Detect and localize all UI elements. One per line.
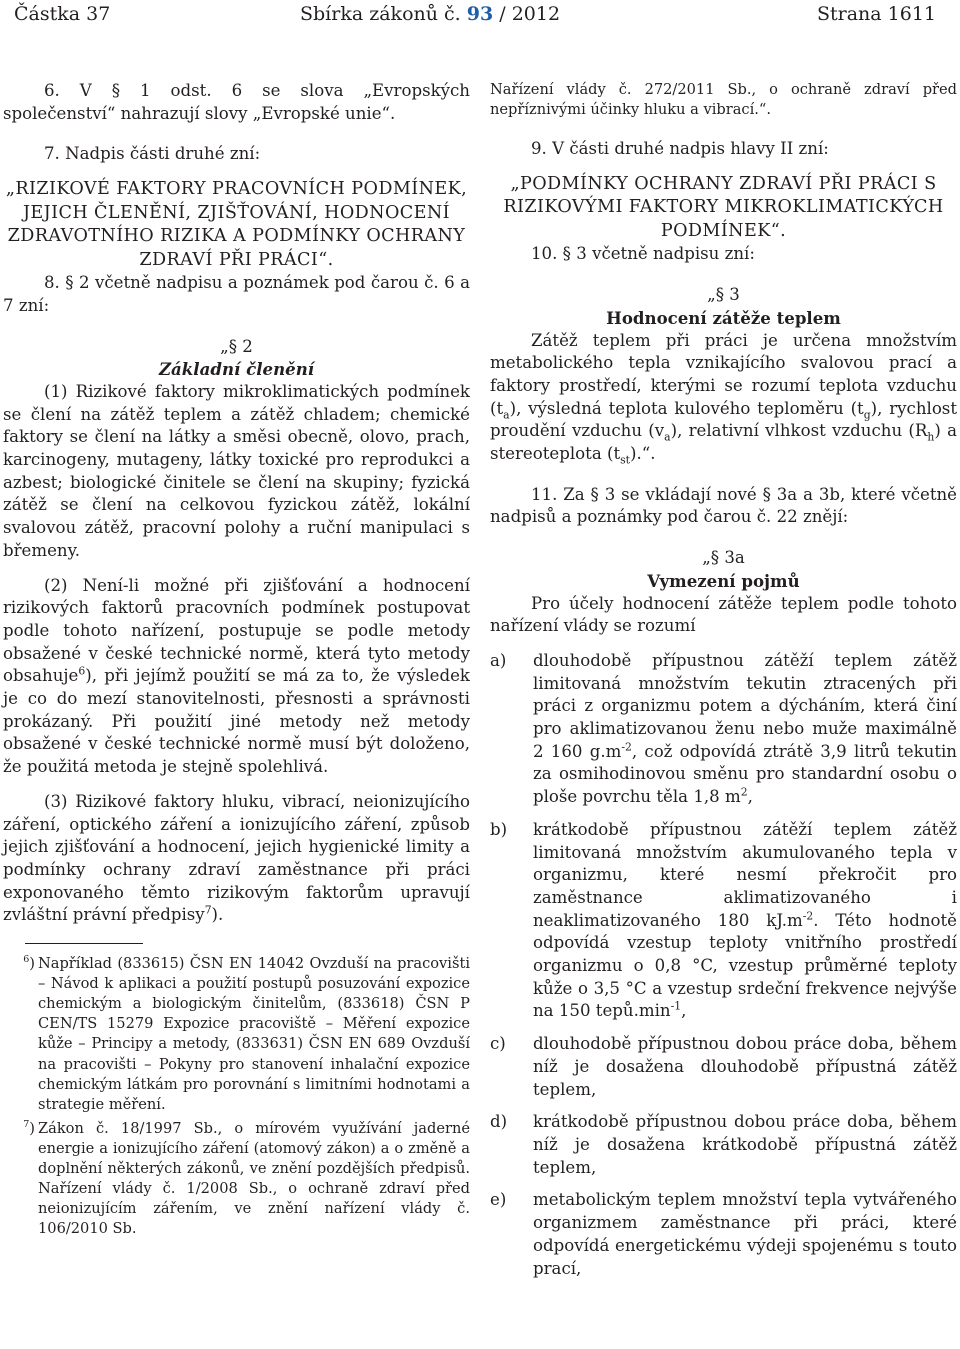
item-7-intro: 7. Nadpis části druhé zní: — [44, 144, 261, 164]
footnotes — [3, 954, 470, 1239]
definition-d — [490, 1111, 957, 1179]
item-9-intro: 9. V části druhé nadpis hlavy II zní: — [531, 139, 829, 159]
footnote-mark: $^7$) — [23, 1118, 35, 1137]
footnote-ref-7[interactable]: 7 — [204, 903, 212, 917]
item-10-intro: 10. § 3 včetně nadpisu zní: — [531, 244, 755, 264]
section-3-heading: Hodnocení zátěže teplem — [606, 307, 841, 328]
footnote-6 — [3, 954, 470, 1115]
footnote-text: Například (833615) ČSN EN 14042 Ovzduší na pracovišti – Návod k aplikaci a použití postupů posuzování expozice chemickým a biologickým činitelům, (833618) ČSN P CEN/TS 15279 Expozice pracoviště – Měření expozice kůže – Principy a metody, (833631) ČSN EN 689 Ovzduší na pracovišti – Pokyny pro stanovení inhalační expozice chemickým látkám pro porovnání s limitními hodnotami a strategie měření. — [38, 955, 470, 1113]
paragraph-2 — [3, 575, 470, 779]
section-2-symbol: „§ 2 — [220, 336, 253, 356]
paragraph-2-text: (2) Není-li možné při zjišťování a hodnocení rizikových faktorů pracovních podmínek postupovat podle tohoto nařízení, postupuje se podle metody obsažené v české technické normě, která tyto metody obsahuje — [3, 575, 470, 686]
header-collection — [300, 3, 560, 25]
section-3a-heading: Vymezení pojmů — [647, 570, 800, 591]
item-label: c) — [490, 1034, 506, 1054]
section-3-text: Zátěž teplem při práci je určena množstvím metabolického tepla vznikajícího svalovou prací a faktory prostředí, kterými se rozumí teplota vzduchu $(t_a)$, výsledná teplota kulového teploměru $(t_g)$, rychlost proudění vzduchu $(v_a)$, relativní vlhkost vzduchu $(R_h)$ a stereoteplota $(t_{st}).“$. — [490, 330, 957, 467]
item-label: e) — [490, 1190, 507, 1210]
header-page: Strana 1611 — [817, 3, 937, 25]
item-label: b) — [490, 819, 508, 839]
footnote-7 — [3, 1119, 470, 1240]
item-text: metabolickým teplem množství tepla vytvářeného organizmem zaměstnance při práci, které odpovídá energetickému výdeji spojenému s touto prací, — [533, 1190, 957, 1278]
paragraph-3-text-cont: ). — [211, 905, 224, 925]
footnote-ref-6[interactable]: 6 — [78, 664, 86, 678]
definitions-intro: Pro účely hodnocení zátěže teplem podle tohoto nařízení vlády se rozumí — [490, 593, 957, 636]
item-8-intro: 8. § 2 včetně nadpisu a poznámek pod čarou č. 6 a 7 zní: — [3, 273, 470, 315]
item-text: krátkodobě přípustnou dobou práce doba, během níž je dosažena krátkodobě přípustná zátěž teplem, — [533, 1112, 957, 1177]
item-label: d) — [490, 1112, 508, 1132]
item-11-intro: 11. Za § 3 se vkládají nové § 3a a 3b, které včetně nadpisů a poznámky pod čarou č. 22 znějí: — [490, 484, 957, 527]
left-column — [3, 80, 470, 1239]
footnote-mark: $^6$) — [23, 954, 35, 973]
header-issue-number: 93 — [466, 3, 494, 25]
paragraph-3 — [3, 791, 470, 927]
definition-e — [490, 1189, 957, 1280]
page-header — [0, 0, 960, 36]
item-6: 6. V § 1 odst. 6 se slova „Evropských společenství“ nahrazují slovy „Evropské unie“. — [3, 81, 470, 123]
header-part: Částka 37 — [14, 3, 111, 25]
chapter-two-title: „PODMÍNKY OCHRANY ZDRAVÍ PŘI PRÁCI S RIZIKOVÝMI FAKTORY MIKROKLIMATICKÝCH PODMÍNEK“. — [503, 173, 944, 241]
header-issue-sep: / — [499, 3, 506, 25]
definition-b — [490, 819, 957, 1023]
paragraph-3-text: (3) Rizikové faktory hluku, vibrací, neionizujícího záření, optického záření a ionizujícího záření, způsob jejich zjišťování a hodnocení, jejich hygienické limity a podmínky ochrany zdraví zaměstnance při práci exponovaného těmto rizikovým faktorům upravují zvláštní právní předpisy — [3, 791, 470, 925]
definition-a — [490, 650, 957, 809]
item-label: a) — [490, 650, 507, 670]
footnote-continuation: Nařízení vlády č. 272/2011 Sb., o ochraně zdraví před nepříznivými účinky hluku a vibrací.“. — [490, 81, 957, 119]
part-two-title: „RIZIKOVÉ FAKTORY PRACOVNÍCH PODMÍNEK, JEJICH ČLENĚNÍ, ZJIŠŤOVÁNÍ, HODNOCENÍ ZDRAVOTNÍHO RIZIKA A PODMÍNKY OCHRANY ZDRAVÍ PŘI PRÁCI“. — [5, 179, 468, 270]
paragraph-1: (1) Rizikové faktory mikroklimatických podmínek se člení na zátěž teplem a zátěž chladem; chemické faktory se člení na látky a směsi obecně, olovo, prach, karcinogeny, mutageny, látky toxické pro reprodukci a azbest; biologické činitele se člení na skupiny; fyzická zátěž se člení na celkovou fyzickou zátěž, lokální svalovou zátěž, pracovní polohy a ruční manipulaci s břemeny. — [3, 381, 470, 560]
section-3-symbol: „§ 3 — [707, 285, 740, 305]
item-text: dlouhodobě přípustnou zátěží teplem zátěž limitovaná množstvím tekutin ztracených při práci z organizmu potem a dýcháním, která činí pro aklimatizovanou ženu nebo muže maximálně 2 160 $g.m^{-2}$, což odpovídá ztrátě 3,9 litrů tekutin za osmihodinovou směnu pro standardní osobu o ploše povrchu těla 1,8 $m^2$, — [533, 650, 957, 807]
header-issue-year: 2012 — [511, 3, 561, 25]
footnote-divider — [25, 943, 143, 944]
footnote-text: Zákon č. 18/1997 Sb., o mírovém využívání jaderné energie a ionizujícího záření (atomový zákon) a o změně a doplnění některých zákonů, ve znění pozdějších předpisů. Nařízení vlády č. 1/2008 Sb., o ochraně zdraví před neionizujícím zářením, ve znění nařízení vlády č. 106/2010 Sb. — [38, 1119, 470, 1238]
item-text: krátkodobě přípustnou zátěží teplem zátěž limitovaná množstvím akumulovaného tepla v organizmu, které nesmí překročit pro zaměstnance aklimatizovaného i neaklimatizovaného 180 $kJ.m^{-2}$. Této hodnotě odpovídá vzestup teploty vnitřního prostředí organizmu o 0,8 °C, vzestup průměrné teploty kůže o 3,5 °C a vzestup srdeční frekvence nejvýše na 150 $tepů.\min^{-1}$, — [533, 819, 957, 1021]
definition-c — [490, 1033, 957, 1101]
paragraph-2-text-cont: ), při jejímž použití se má za to, že výsledek je co do mezí stanovitelnosti, přesnosti a správnosti prokázaný. Při použití jiné metody než metody obsažené v české technické normě musí být doloženo, že použitá metoda je stejně spolehlivá. — [3, 666, 470, 777]
section-3a-symbol: „§ 3a — [702, 548, 745, 568]
header-collection-label: Sbírka zákonů č. — [300, 3, 461, 25]
right-column — [490, 80, 957, 1290]
section-2-heading: Základní členění — [158, 359, 315, 380]
item-text: dlouhodobě přípustnou dobou práce doba, během níž je dosažena dlouhodobě přípustná zátěž teplem, — [533, 1034, 957, 1099]
